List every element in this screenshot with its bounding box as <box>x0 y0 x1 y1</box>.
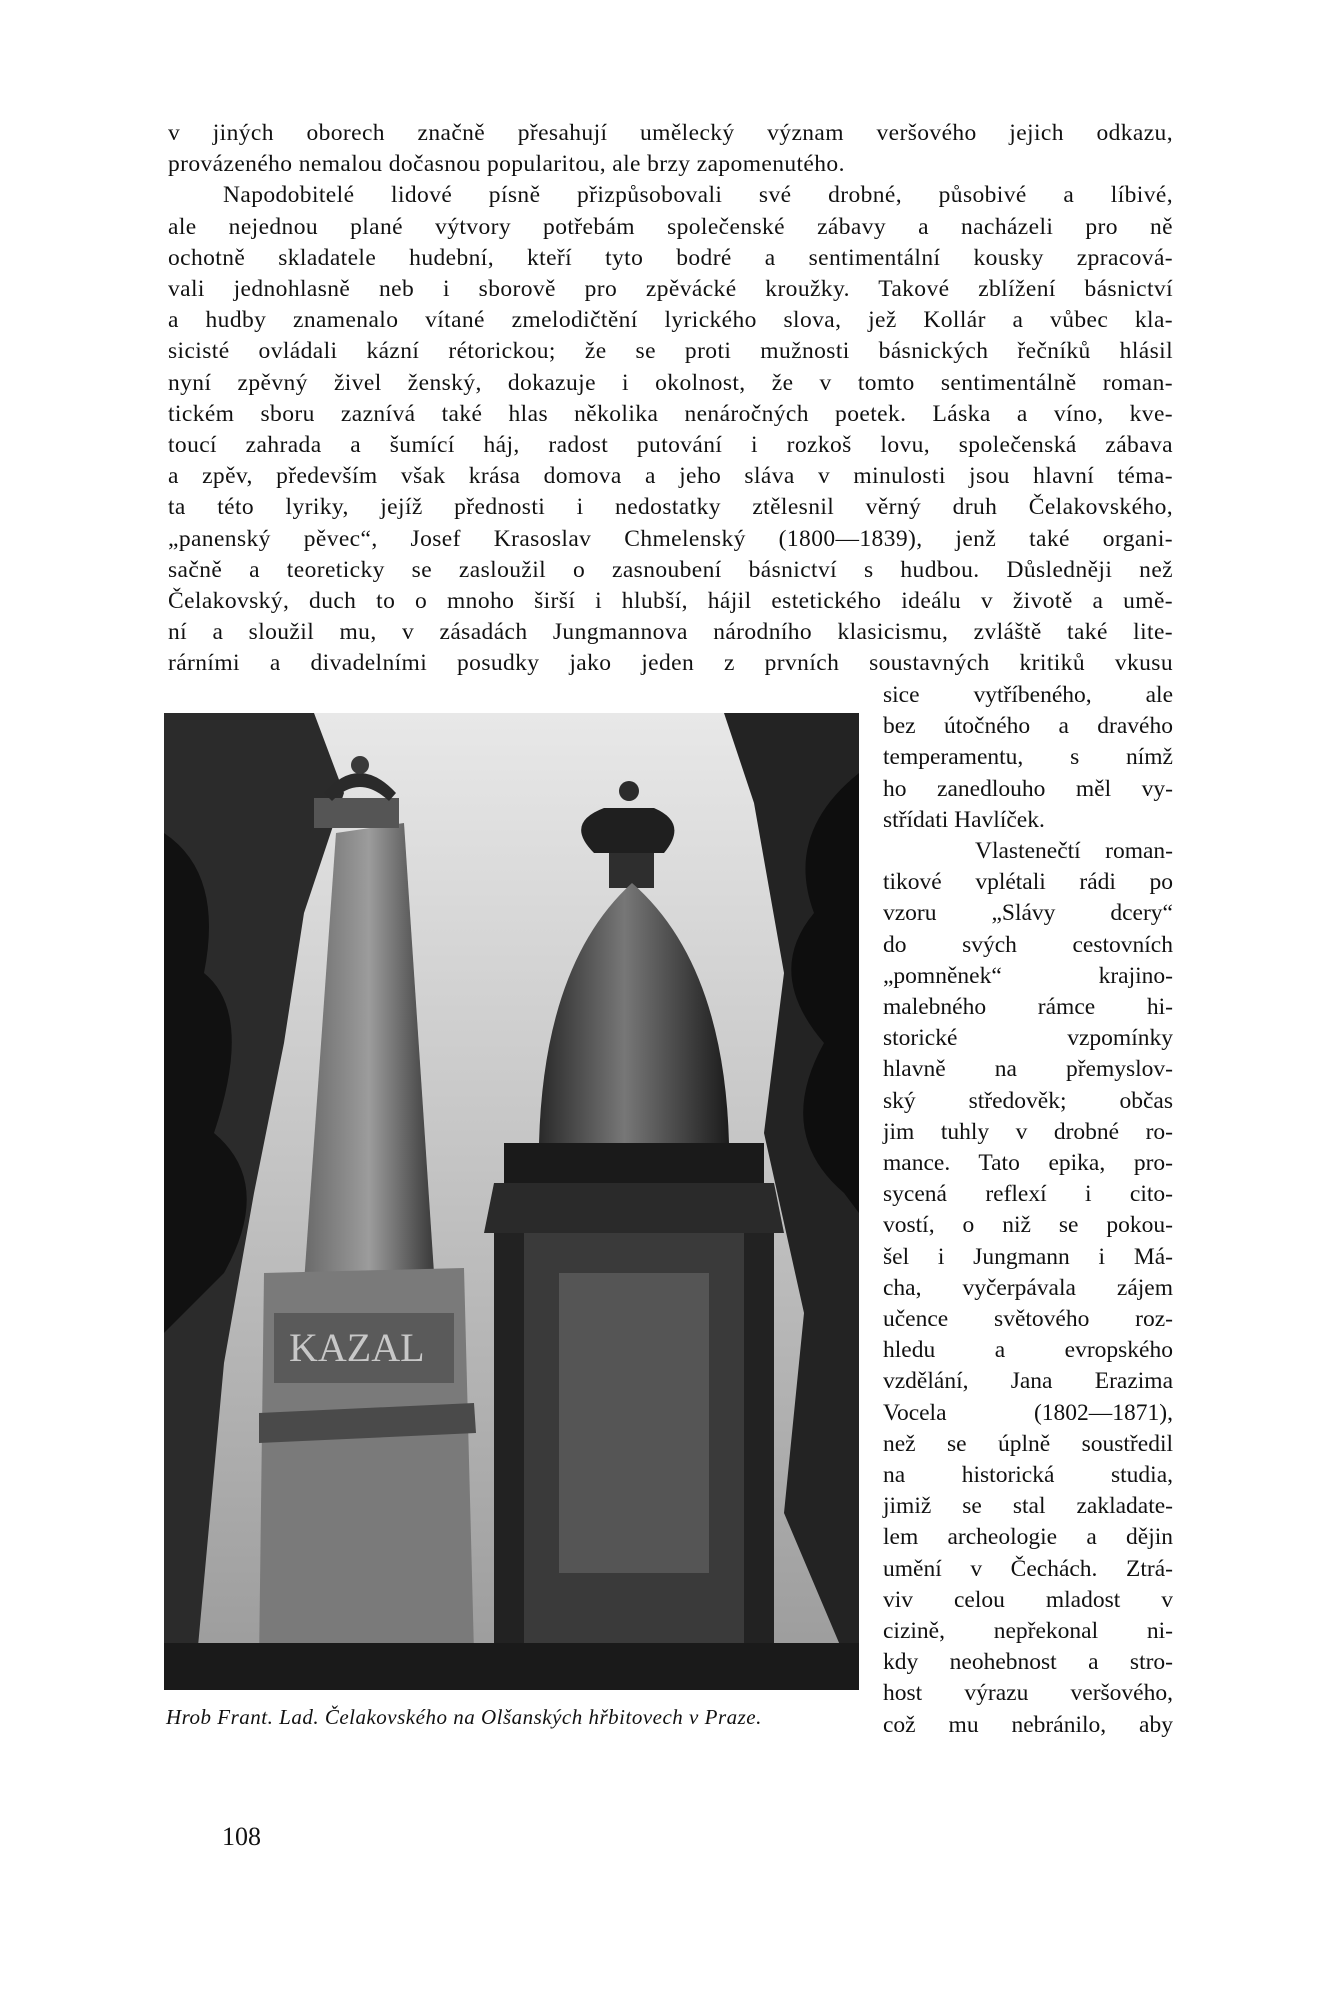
text-line: toucí zahrada a šumící háj, radost putování i rozkoš lovu, společenská zábava <box>168 432 1173 458</box>
text-line: v jiných oborech značně přesahují umělecký význam veršového jejich odkazu, <box>168 120 1173 146</box>
side-text-line: lem archeologie a dějin <box>883 1524 1173 1551</box>
side-text-line: jim tuhly v drobné ro- <box>883 1118 1173 1145</box>
side-text-line: což mu nebránilo, aby <box>883 1711 1173 1738</box>
side-text-line: bez útočného a dravého <box>883 713 1173 740</box>
side-text-line: učence světového roz- <box>883 1306 1173 1332</box>
text-line: Čelakovský, duch to o mnoho širší i hlubší, hájil estetického ideálu v životě a umě- <box>168 588 1173 614</box>
side-text-line: mance. Tato epika, pro- <box>883 1150 1173 1176</box>
page-number: 108 <box>222 1822 261 1851</box>
side-text-line: Vlastenečtí roman- <box>975 838 1173 864</box>
text-line: ale nejednou plané výtvory potřebám společenské zábavy a nacházeli pro ně <box>168 213 1173 240</box>
text-line: vali jednohlasně neb i sborově pro zpěvácké kroužky. Takové zblížení básnictví <box>168 276 1173 302</box>
side-text-line: do svých cestovních <box>883 931 1173 958</box>
text-line: Napodobitelé lidové písně přizpůsobovali své drobné, působivé a líbivé, <box>223 182 1173 209</box>
side-text-line: ský středověk; občas <box>883 1087 1173 1114</box>
text-line: ta této lyriky, jejíž přednosti i nedostatky ztělesnil věrný druh Čelakovského, <box>168 494 1173 521</box>
text-line: provázeného nemalou dočasnou popularitou, ale brzy zapomenutého. <box>168 151 845 178</box>
side-text-line: viv celou mladost v <box>883 1586 1173 1613</box>
side-text-line: na historická studia, <box>883 1462 1173 1488</box>
text-line: ní a sloužil mu, v zásadách Jungmannova národního klasicismu, zvláště také lite- <box>168 619 1173 646</box>
text-line: sicisté ovládali kázní rétorickou; že se proti mužnosti básnických řečníků hlásil <box>168 338 1173 365</box>
text-line: ochotně skladatele hudební, kteří tyto bodré a sentimentální kousky zpracová- <box>168 244 1173 271</box>
side-text-line: umění v Čechách. Ztrá- <box>883 1555 1173 1582</box>
photo-caption: Hrob Frant. Lad. Čelakovského na Olšanských hřbitovech v Praze. <box>166 1705 762 1729</box>
side-text-line: Vocela (1802—1871), <box>883 1399 1173 1426</box>
side-text-line: malebného rámce hi- <box>883 994 1173 1020</box>
side-text-line: ho zanedlouho měl vy- <box>883 775 1173 802</box>
side-text-line: sice vytříbeného, ale <box>883 682 1173 708</box>
text-line: rárními a divadelními posudky jako jeden z prvních soustavných kritiků vkusu <box>168 650 1173 677</box>
side-text-line: tikové vplétali rádi po <box>883 869 1173 896</box>
text-line: a hudby znamenalo vítané zmelodičtění lyrického slova, jež Kollár a vůbec kla- <box>168 307 1173 334</box>
side-text-line: temperamentu, s nímž <box>883 744 1173 771</box>
side-text-line: střídati Havlíček. <box>883 806 1045 833</box>
text-line: nyní zpěvný živel ženský, dokazuje i okolnost, že v tomto sentimentálně roman- <box>168 369 1173 396</box>
side-text-line: kdy neohebnost a stro- <box>883 1649 1173 1676</box>
side-text-line: cizině, nepřekonal ni- <box>883 1618 1173 1644</box>
side-text-line: jimiž se stal zakladate- <box>883 1493 1173 1520</box>
side-text-line: vostí, o niž se pokou- <box>883 1212 1173 1239</box>
side-text-line: host výrazu veršového, <box>883 1680 1173 1707</box>
text-line: tickém sboru zaznívá také hlas několika nenáročných poetek. Láska a víno, kve- <box>168 400 1173 427</box>
side-text-line: vzoru „Slávy dcery“ <box>883 900 1173 927</box>
side-text-line: sycená reflexí i cito- <box>883 1181 1173 1208</box>
side-text-line: než se úplně soustředil <box>883 1430 1173 1457</box>
grave-photograph <box>164 713 859 1690</box>
text-line: sačně a teoreticky se zasloužil o zasnoubení básnictví s hudbou. Důsledněji než <box>168 556 1173 583</box>
side-text-line: cha, vyčerpávala zájem <box>883 1274 1173 1301</box>
inscription-text: KAZAL <box>289 1325 425 1370</box>
text-line: a zpěv, především však krása domova a jeho sláva v minulosti jsou hlavní téma- <box>168 463 1173 490</box>
side-text-line: vzdělání, Jana Erazima <box>883 1368 1173 1395</box>
side-text-line: hlavně na přemyslov- <box>883 1056 1173 1083</box>
side-text-line: „pomněnek“ krajino- <box>883 962 1173 989</box>
side-text-line: šel i Jungmann i Má- <box>883 1243 1173 1270</box>
side-text-line: hledu a evropského <box>883 1337 1173 1364</box>
text-line: „panenský pěvec“, Josef Krasoslav Chmelenský (1800—1839), jenž také organi- <box>168 525 1173 552</box>
side-text-line: storické vzpomínky <box>883 1025 1173 1052</box>
